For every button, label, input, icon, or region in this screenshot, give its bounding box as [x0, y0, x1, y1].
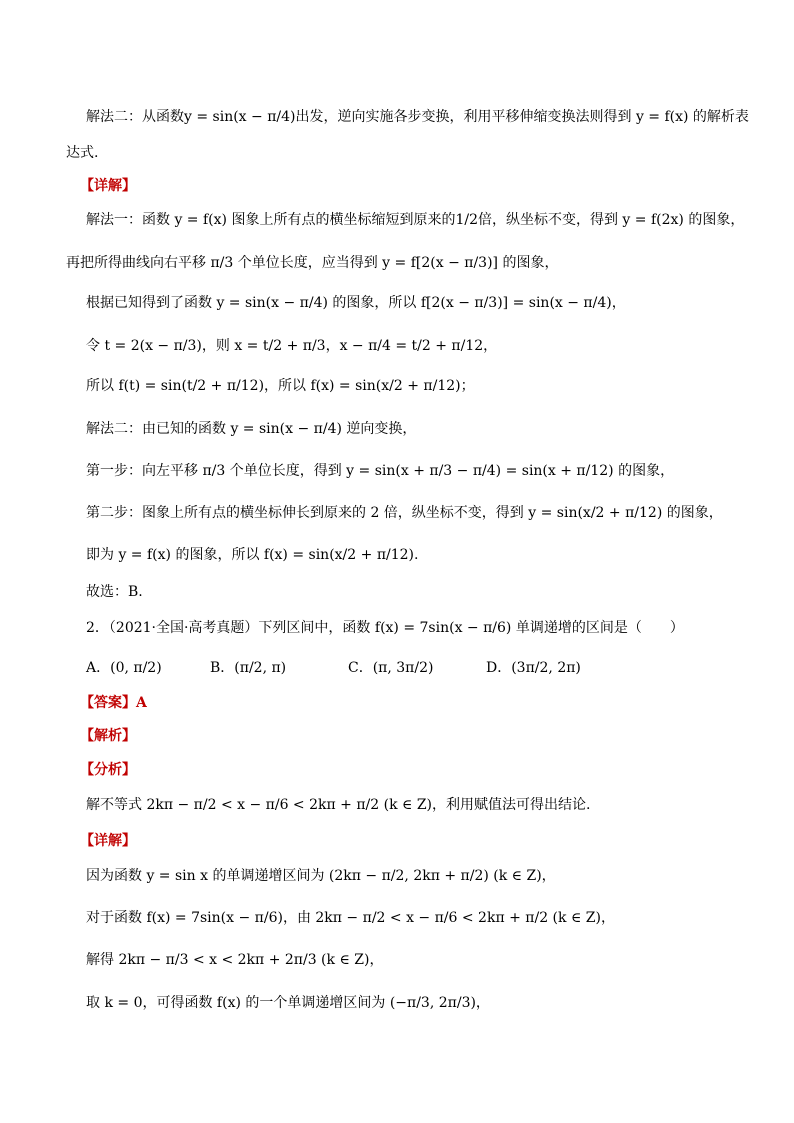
fenxi-text: 解不等式 2kπ − π/2 < x − π/6 < 2kπ + π/2 (k ∈ Z)，利用赋值法可得出结论. — [86, 797, 591, 813]
detail-line-7: 第一步：向左平移 π/3 个单位长度，得到 y = sin(x + π/3 − π/4) = sin(x + π/12) 的图象， — [86, 463, 675, 479]
detail-line-6: 解法二：由已知的函数 y = sin(x − π/4) 逆向变换， — [86, 421, 417, 437]
detail-line-9: 即为 y = f(x) 的图象，所以 f(x) = sin(x/2 + π/12). — [86, 547, 419, 563]
detail2-line-4: 取 k = 0，可得函数 f(x) 的一个单调递增区间为 (−π/3, 2π/3)， — [86, 995, 490, 1011]
detail-label: 【详解】 — [80, 178, 136, 194]
solution-two-intro: 解法二：从函数y = sin(x − π/4)出发，逆向实施各步变换，利用平移伸缩变换法则得到 y = f(x) 的解析表 — [86, 109, 749, 125]
detail-line-1: 解法一：函数 y = f(x) 图象上所有点的横坐标缩短到原来的1/2倍，纵坐标不变，得到 y = f(2x) 的图象， — [86, 212, 745, 228]
detail-line-8: 第二步：图象上所有点的横坐标伸长到原来的 2 倍，纵坐标不变，得到 y = sin(x/2 + π/12) 的图象， — [86, 505, 723, 521]
detail2-line-2: 对于函数 f(x) = 7sin(x − π/6)，由 2kπ − π/2 < x − π/6 < 2kπ + π/2 (k ∈ Z)， — [86, 910, 615, 926]
detail2-line-3: 解得 2kπ − π/3 < x < 2kπ + 2π/3 (k ∈ Z)， — [86, 952, 384, 968]
detail-label-2: 【详解】 — [80, 833, 136, 849]
analysis-label: 【解析】 — [80, 728, 136, 744]
detail-line-4: 令 t = 2(x − π/3)，则 x = t/2 + π/3，x − π/4 = t/2 + π/12， — [86, 338, 498, 354]
option-a: A．(0, π/2) — [86, 660, 162, 676]
detail-line-3: 根据已知得到了函数 y = sin(x − π/4) 的图象，所以 f[2(x − π/3)] = sin(x − π/4)， — [86, 295, 626, 311]
option-b: B．(π/2, π) — [210, 660, 287, 676]
answer-label: 【答案】A — [80, 695, 147, 711]
question-2-stem: 2．（2021·全国·高考真题）下列区间中，函数 f(x) = 7sin(x − π/6) 单调递增的区间是（ ） — [86, 620, 684, 636]
detail-line-5: 所以 f(t) = sin(t/2 + π/12)，所以 f(x) = sin(x/2 + π/12)； — [86, 378, 475, 394]
solution-two-intro-continuation: 达式. — [66, 145, 99, 161]
option-d: D．(3π/2, 2π) — [486, 660, 581, 676]
choice-result: 故选：B. — [86, 584, 143, 600]
option-c: C．(π, 3π/2) — [348, 660, 434, 676]
detail-line-2: 再把所得曲线向右平移 π/3 个单位长度，应当得到 y = f[2(x − π/3)] 的图象， — [66, 255, 559, 271]
detail2-line-1: 因为函数 y = sin x 的单调递增区间为 (2kπ − π/2, 2kπ + π/2) (k ∈ Z)， — [86, 868, 556, 884]
fenxi-label: 【分析】 — [80, 762, 136, 778]
